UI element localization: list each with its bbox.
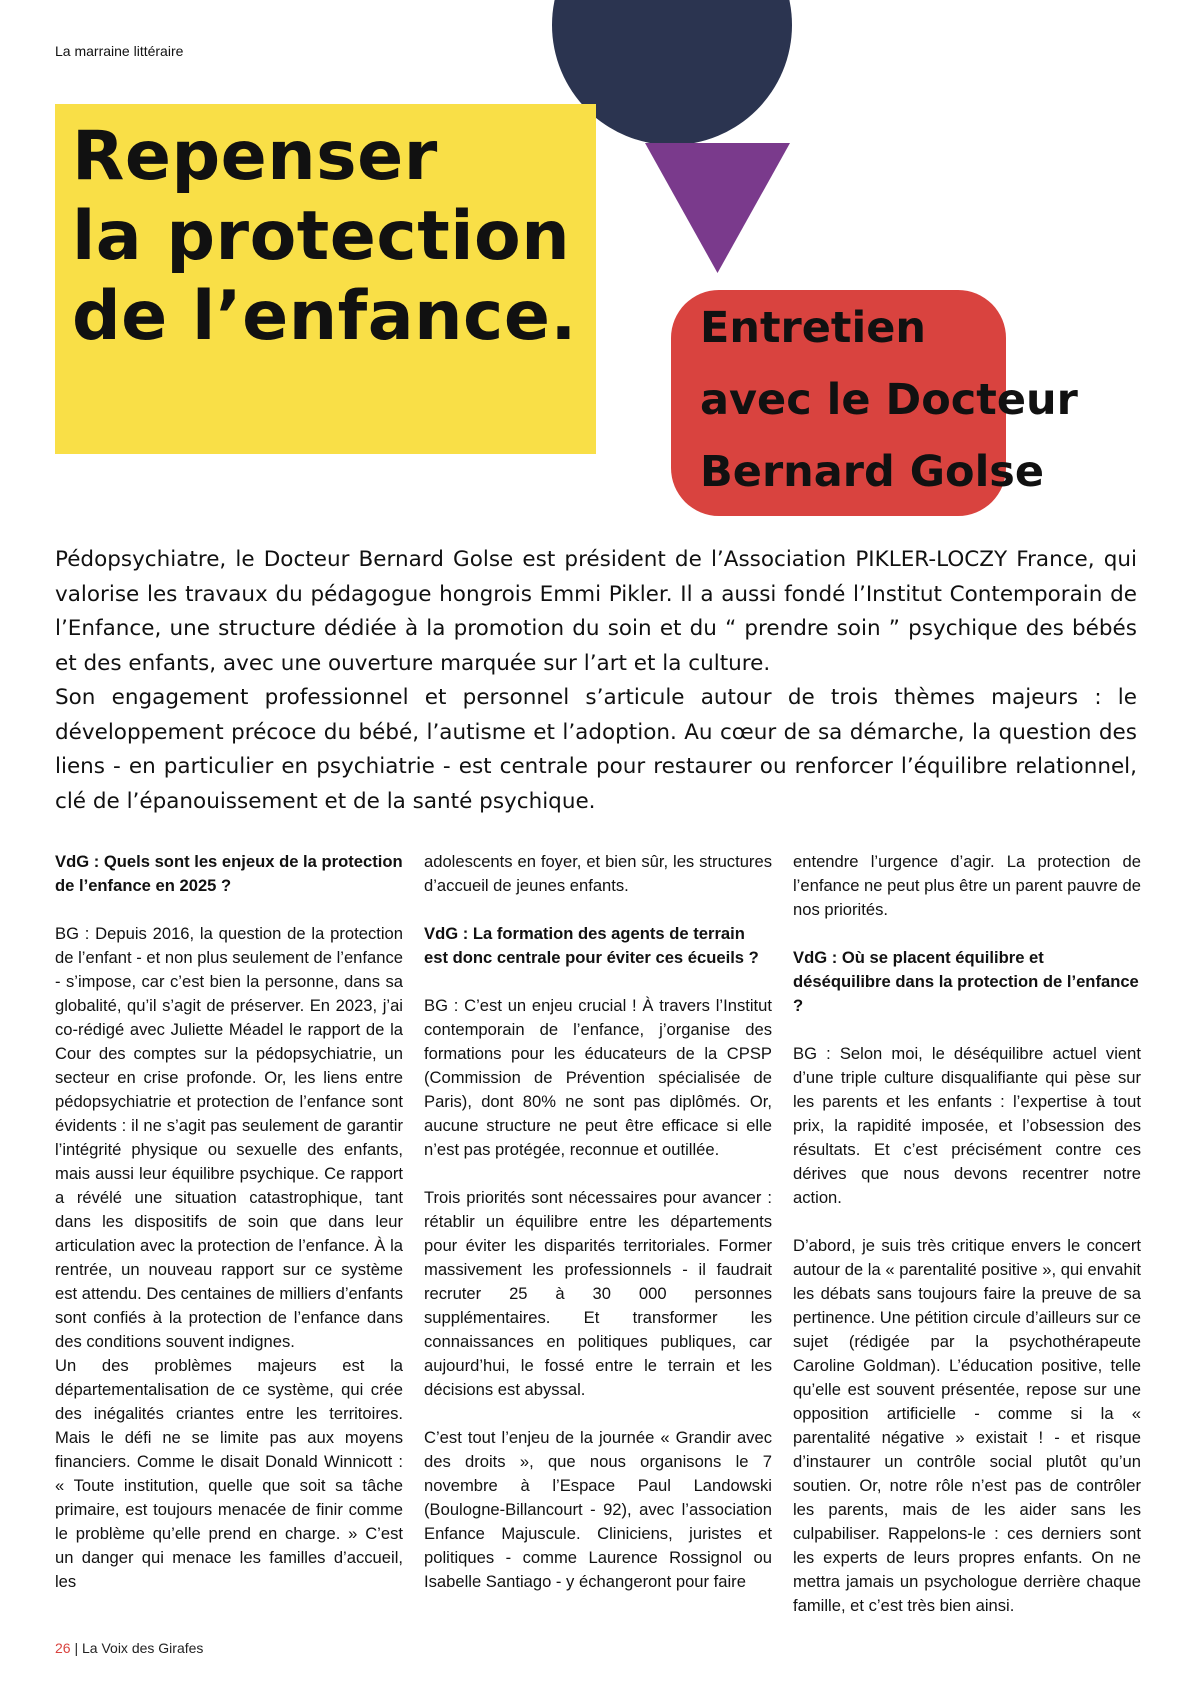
- interview-question: VdG : Où se placent équilibre et déséquilibre dans la protection de l’enfance ?: [793, 948, 1139, 1015]
- article-column-2: [424, 850, 772, 1618]
- interview-answer: entendre l’urgence d’agir. La protection de l’enfance ne peut plus être un parent pauvre de nos priorités.: [793, 852, 1141, 919]
- title-line: de l’enfance.: [72, 277, 577, 356]
- interview-answer: adolescents en foyer, et bien sûr, les structures d’accueil de jeunes enfants.: [424, 852, 772, 895]
- purple-triangle-decoration: [645, 143, 790, 273]
- article-column-1: [55, 850, 403, 1618]
- section-label: La marraine littéraire: [55, 43, 184, 59]
- interview-question: VdG : Quels sont les enjeux de la protection de l’enfance en 2025 ?: [55, 852, 403, 895]
- interview-answer: D’abord, je suis très critique envers le concert autour de la « parentalité positive », qui envahit les débats sans toujours faire la preuve de sa pertinence. Une pétition circule d’ailleurs sur ce sujet (rédigée par la psychothérapeute Caroline Goldman). L’éducation positive, telle qu’elle est souvent présentée, repose sur une opposition artificielle - comme si la « parentalité négative » existait ! - et risque d’instaurer un contrôle social plutôt qu’un soutien. Or, notre rôle n’est pas de contrôler les parents, mais de les aider sans les culpabiliser. Rappelons-le : ces derniers sont les experts de leurs propres enfants. On ne mettra jamais un psychologue derrière chaque famille, et c’est très bien ainsi.: [793, 1236, 1141, 1615]
- intro-text: Son engagement professionnel et personnel s’articule autour de trois thèmes majeurs : le développement précoce du bébé, l’autisme et l’adoption. Au cœur de sa démarche, la question des liens - en particulier en psychiatrie - est centrale pour restaurer ou renforcer l’équilibre relationnel, clé de l’épanouissement et de la santé psychique.: [55, 685, 1137, 814]
- article-column-3: [793, 850, 1141, 1642]
- title-line: la protection: [72, 197, 571, 276]
- intro-paragraph: [55, 543, 1137, 819]
- article-subtitle: [700, 292, 1078, 508]
- interview-answer: BG : Depuis 2016, la question de la protection de l’enfant - et non plus seulement de l’enfance - s’impose, car c’est bien la personne, dans sa globalité, qu’il s’agit de préserver. En 2023, j’ai co-rédigé avec Juliette Méadel le rapport de la Cour des comptes sur la pédopsychiatrie, un secteur en crise profonde. Or, les liens entre pédopsychiatrie et protection de l’enfance sont évidents : il ne s’agit pas seulement de garantir l’intégrité physique ou sexuelle des enfants, mais aussi leur équilibre psychique. Ce rapport a révélé une situation catastrophique, tant dans les dispositifs de soin que dans leur articulation avec la protection de l’enfance. À la rentrée, un nouveau rapport sur ce système est attendu. Des centaines de milliers d’enfants sont confiés à la protection de l’enfance dans des conditions souvent indignes.: [55, 924, 403, 1351]
- subtitle-line: Entretien: [700, 303, 926, 353]
- intro-text: Pédopsychiatre, le Docteur Bernard Golse est président de l’Association PIKLER-LOCZY France, qui valorise les travaux du pédagogue hongrois Emmi Pikler. Il a aussi fondé l’Institut Contemporain de l’Enfance, une structure dédiée à la promotion du soin et du “ prendre soin ” psychique des bébés et des enfants, avec une ouverture marquée sur l’art et la culture.: [55, 547, 1137, 676]
- footer-separator: |: [70, 1640, 82, 1656]
- interview-answer: BG : C’est un enjeu crucial ! À travers l’Institut contemporain de l’enfance, j’organise des formations pour les éducateurs de la CPSP (Commission de Prévention spécialisée de Paris), dont 80% ne sont pas diplômés. Or, aucune structure ne peut être efficace si elle n’est pas protégée, reconnue et outillée.: [424, 996, 772, 1159]
- title-line: Repenser: [72, 117, 438, 196]
- article-title: [72, 117, 577, 357]
- subtitle-line: avec le Docteur: [700, 375, 1078, 425]
- interview-answer: Un des problèmes majeurs est la départementalisation de ce système, qui crée des inégalités criantes entre les territoires. Mais le défi ne se limite pas aux moyens financiers. Comme le disait Donald Winnicott : « Toute institution, quelle que soit sa tâche primaire, est toujours menacée de finir comme le problème qu’elle prend en charge. » C’est un danger qui menace les familles d’accueil, les: [55, 1356, 403, 1591]
- page-footer: [55, 1640, 203, 1656]
- page-number: 26: [55, 1640, 71, 1656]
- subtitle-line: Bernard Golse: [700, 447, 1045, 497]
- magazine-name: La Voix des Girafes: [82, 1640, 204, 1656]
- interview-answer: BG : Selon moi, le déséquilibre actuel vient d’une triple culture disqualifiante qui pèse sur les parents et les enfants : l’expertise à tout prix, la rapidité imposée, et l’obsession des résultats. Et c’est précisément contre ces dérives que nous devons recentrer notre action.: [793, 1044, 1141, 1207]
- interview-answer: Trois priorités sont nécessaires pour avancer : rétablir un équilibre entre les départements pour éviter les disparités territoriales. Former massivement les professionnels - il faudrait recruter 25 à 30 000 personnes supplémentaires. Et transformer les connaissances en politiques publiques, car aujourd’hui, le fossé entre le terrain et les décisions est abyssal.: [424, 1188, 772, 1399]
- interview-question: VdG : La formation des agents de terrain est donc centrale pour éviter ces écueils ?: [424, 924, 759, 967]
- interview-answer: C’est tout l’enjeu de la journée « Grandir avec des droits », que nous organisons le 7 novembre à l’Espace Paul Landowski (Boulogne-Billancourt - 92), avec l’association Enfance Majuscule. Cliniciens, juristes et politiques - comme Laurence Rossignol ou Isabelle Santiago - y échangeront pour faire: [424, 1428, 772, 1591]
